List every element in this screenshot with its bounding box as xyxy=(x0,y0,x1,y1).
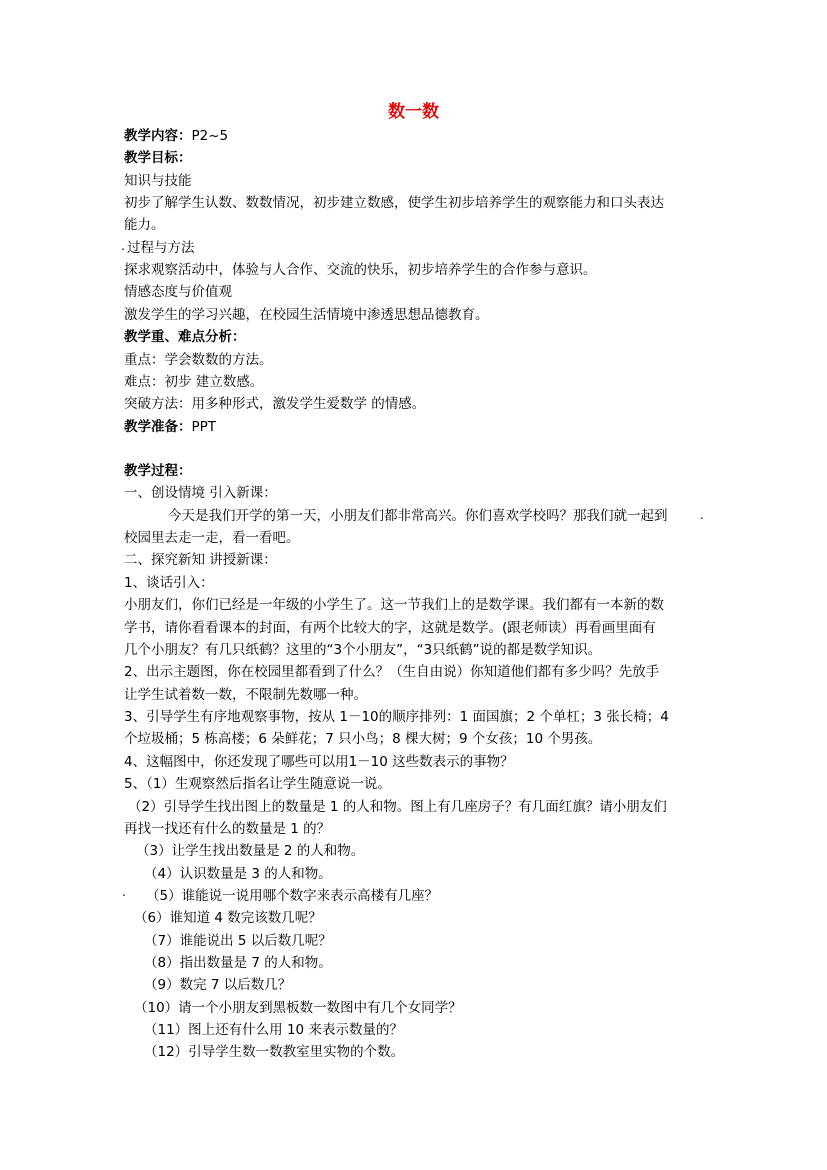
text-line: 校园里去走一走，看一看吧。 xyxy=(124,530,300,546)
text-line: 4、这幅图中，你还发现了哪些可以用1－10 这些数表示的事物？ xyxy=(124,754,514,770)
text-line: 情感态度与价值观 xyxy=(124,284,232,300)
section-heading: 教学重、难点分析： xyxy=(124,329,246,345)
text-line: （8）指出数量是 7 的人和物。 xyxy=(144,955,332,971)
text-line: 难点：初步 建立数感。 xyxy=(124,374,264,390)
text-line: （6）谁知道 4 数完该数几呢？ xyxy=(134,910,322,926)
text-line: 今天是我们开学的第一天，小朋友们都非常高兴。你们喜欢学校吗？那我们就一起到 xyxy=(168,508,668,524)
text-line xyxy=(124,326,714,348)
text-line: 重点：学会数数的方法。 xyxy=(124,352,273,368)
text-line: （12）引导学生数一数教室里实物的个数。 xyxy=(144,1044,405,1060)
text-line: 学书，请你看看课本的封面，有两个比较大的字，这就是数学。(跟老师读）再看画里面有 xyxy=(124,620,656,636)
text-line xyxy=(124,125,714,147)
text-line: 5、（1）生观察然后指名让学生随意说一说。 xyxy=(124,776,391,792)
section-heading: 教学过程： xyxy=(124,463,192,479)
document-title: 数一数 xyxy=(388,102,439,122)
text-line: （9）数完 7 以后数几？ xyxy=(144,977,292,993)
line-text: P2~5 xyxy=(191,128,229,144)
text-line: 突破方法：用多种形式，激发学生爱数学 的情感。 xyxy=(124,396,426,412)
section-heading: 教学准备： xyxy=(124,419,192,435)
text-line: 初步了解学生认数、数数情况，初步建立数感，使学生初步培养学生的观察能力和口头表达 xyxy=(124,195,664,211)
section-heading: 教学内容： xyxy=(124,128,192,144)
text-line xyxy=(124,147,714,169)
text-line: 激发学生的学习兴趣，在校园生活情境中渗透思想品德教育。 xyxy=(124,307,489,323)
text-line xyxy=(124,416,714,438)
text-line: （11）图上还有什么用 10 来表示数量的？ xyxy=(144,1022,403,1038)
text-line: （5）谁能说一说用哪个数字来表示高楼有几座？ xyxy=(146,888,439,904)
text-line: （2）引导学生找出图上的数量是 1 的人和物。图上有几座房子？有几面红旗？请小朋友们 xyxy=(128,799,667,815)
section-heading: 教学目标： xyxy=(124,150,192,166)
text-line: （7）谁能说出 5 以后数几呢？ xyxy=(144,933,332,949)
text-line: 让学生试着数一数，不限制先数哪一种。 xyxy=(124,687,367,703)
text-line: 几个小朋友？有几只纸鹤？这里的“3个小朋友”，“3只纸鹤”说的都是数学知识。 xyxy=(124,642,602,658)
text-line xyxy=(124,460,714,482)
text-line: 2、出示主题图，你在校园里都看到了什么？（生自由说）你知道他们都有多少吗？先放手 xyxy=(124,664,660,680)
text-line: 能力。 xyxy=(124,217,165,233)
stray-mark: . xyxy=(122,885,126,899)
text-line: 1、谈话引入： xyxy=(124,575,214,591)
text-line: 知识与技能 xyxy=(124,173,192,189)
text-line: 再找一找还有什么的数量是 1 的？ xyxy=(124,821,331,837)
text-line: 探求观察活动中，体验与人合作、交流的快乐，初步培养学生的合作参与意识。 xyxy=(124,262,597,278)
stray-mark: . xyxy=(121,239,125,253)
text-line: （10）请一个小朋友到黑板数一数图中有几个女同学？ xyxy=(134,1000,462,1016)
line-text: PPT xyxy=(191,419,217,435)
stray-mark: . xyxy=(700,508,704,522)
text-line: 3、引导学生有序地观察事物，按从 1－10的顺序排列：1 面国旗；2 个单杠；3 张长椅；4 xyxy=(124,709,669,725)
text-line: （4）认识数量是 3 的人和物。 xyxy=(144,866,332,882)
text-line: 个垃圾桶；5 栋高楼；6 朵鲜花；7 只小鸟；8 棵大树；9 个女孩；10 个男孩。 xyxy=(124,731,602,747)
text-line: （3）让学生找出数量是 2 的人和物。 xyxy=(136,843,365,859)
text-line: 过程与方法 xyxy=(127,240,195,256)
text-line: 小朋友们，你们已经是一年级的小学生了。这一节我们上的是数学课。我们都有一本新的数 xyxy=(124,597,664,613)
text-line: 二、探究新知 讲授新课： xyxy=(124,552,277,568)
text-line: 一、创设情境 引入新课： xyxy=(124,485,277,501)
